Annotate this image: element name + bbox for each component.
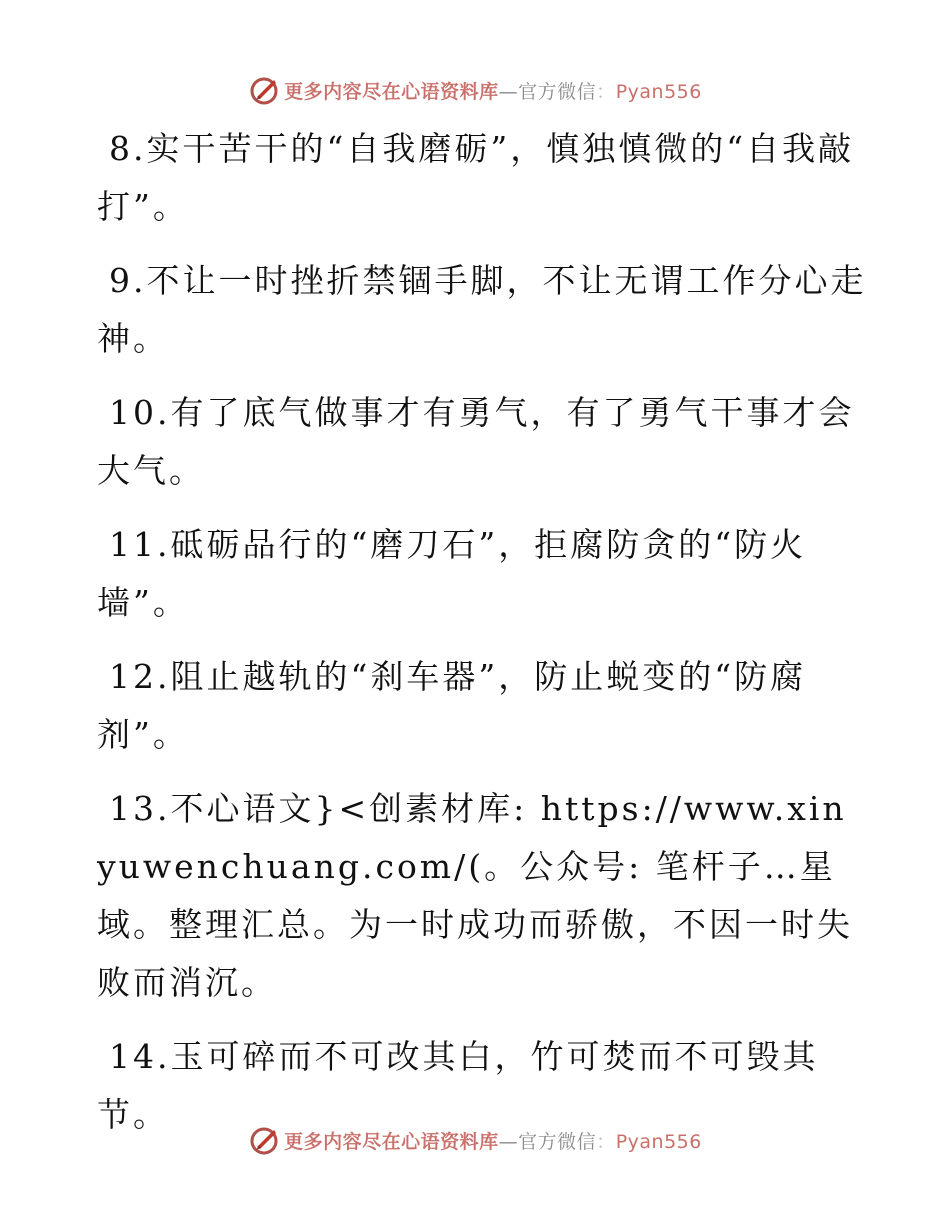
footer-text — [284, 1127, 702, 1154]
header-banner — [0, 70, 950, 110]
list-item: 14.玉可碎而不可改其白，竹可焚而不可毁其节。 — [97, 1037, 819, 1134]
quill-logo-icon — [248, 74, 280, 106]
wechat-id: Pyan556 — [615, 1130, 702, 1153]
document-body — [97, 120, 867, 1160]
list-item: 12.阻止越轨的“刹车器”，防止蜕变的“防腐剂”。 — [97, 657, 807, 754]
header-text — [284, 77, 702, 104]
colon: ： — [596, 1130, 616, 1153]
list-item: 11.砥砺品行的“磨刀石”，拒腐防贪的“防火墙”。 — [97, 525, 807, 622]
list-item: 8.实干苦干的“自我磨砺”，慎独慎微的“自我敲打”。 — [97, 129, 855, 226]
list-item: 13.不心语文}<创素材库: https://www.xinyuwenchuang.com/(。公众号: 笔杆子…星域。整理汇总。为一时成功而骄傲，不因一时失败而消沉。 — [97, 789, 853, 1002]
brand-text: 更多内容尽在心语资料库 — [284, 80, 499, 103]
quill-logo-icon — [248, 1124, 280, 1156]
list-item: 9.不让一时挫折禁锢手脚，不让无谓工作分心走神。 — [97, 261, 867, 358]
list-item: 10.有了底气做事才有勇气，有了勇气干事才会大气。 — [97, 393, 855, 490]
dash: — — [498, 1130, 519, 1153]
colon: ： — [596, 80, 616, 103]
official-label: 官方微信 — [518, 80, 597, 103]
footer-banner — [0, 1120, 950, 1160]
wechat-id: Pyan556 — [615, 80, 702, 103]
dash: — — [498, 80, 519, 103]
official-label: 官方微信 — [518, 1130, 597, 1153]
brand-text: 更多内容尽在心语资料库 — [284, 1130, 499, 1153]
